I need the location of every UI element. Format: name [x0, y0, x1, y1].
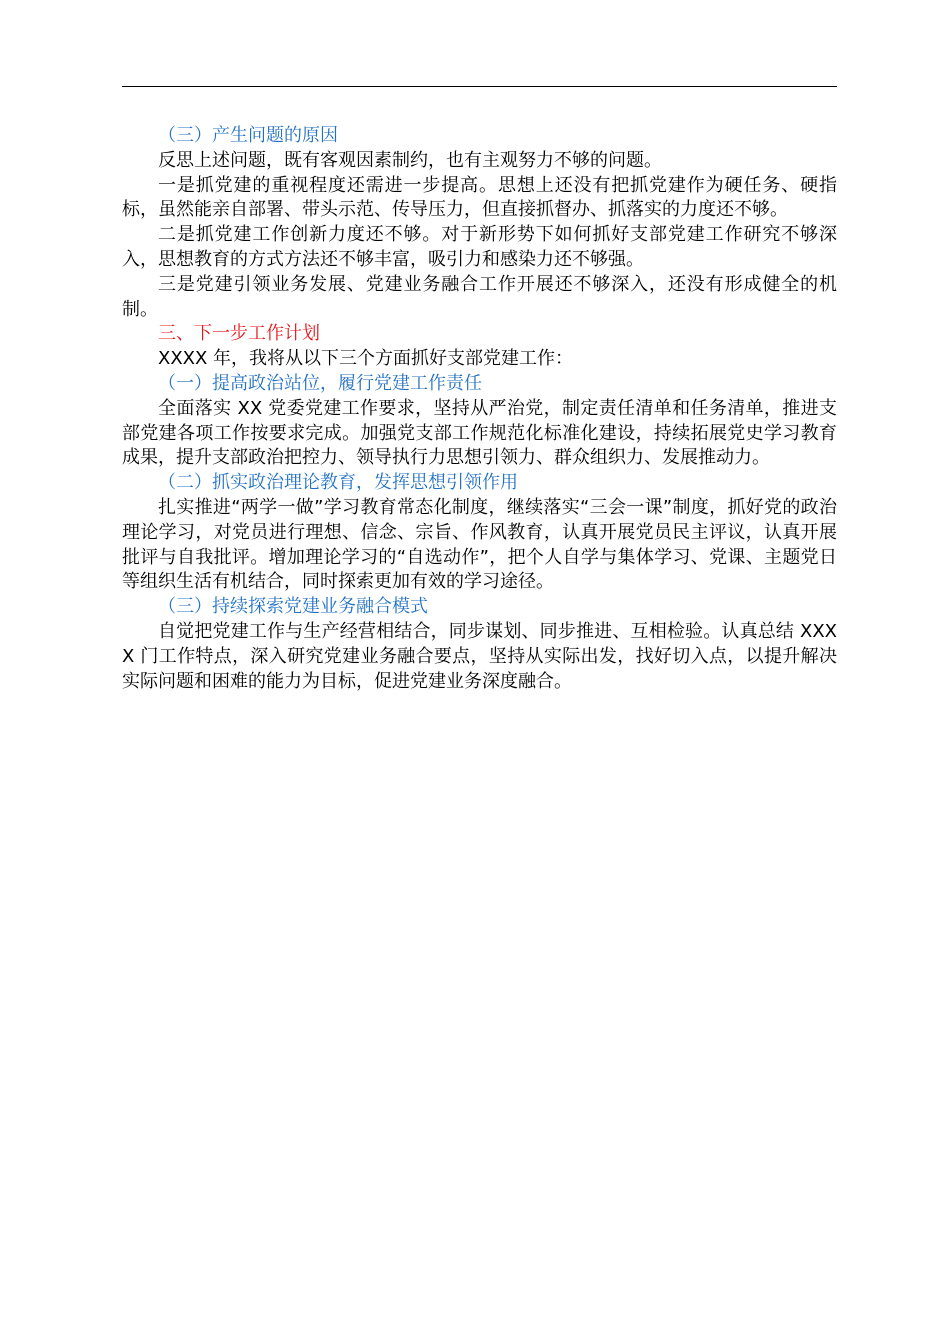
paragraph-cause-three: 三是党建引领业务发展、党建业务融合工作开展还不够深入，还没有形成健全的机制。	[122, 273, 837, 320]
paragraph-integration-model: 自觉把党建工作与生产经营相结合，同步谋划、同步推进、互相检验。认真总结 XXXX 门工作特点，深入研究党建业务融合要点，坚持从实际出发，找好切入点，以提升解决实际问题和困难的能力为目标，促进党建业务深度融合。	[122, 620, 837, 692]
paragraph-cause-one: 一是抓党建的重视程度还需进一步提高。思想上还没有把抓党建作为硬任务、硬指标，虽然能亲自部署、带头示范、传导压力，但直接抓督办、抓落实的力度还不够。	[122, 174, 837, 221]
subheading-integration-model: （三）持续探索党建业务融合模式	[158, 596, 428, 618]
header-rule	[122, 86, 837, 87]
paragraph-theory-education: 扎实推进“两学一做”学习教育常态化制度，继续落实“三会一课”制度，抓好党的政治理论学习，对党员进行理想、信念、宗旨、作风教育，认真开展党员民主评议，认真开展批评与自我批评。增加理论学习的“自选动作”，把个人自学与集体学习、党课、主题党日等组织生活有机结合，同时探索更加有效的学习途径。	[122, 496, 837, 593]
section-heading-next-plan: 三、下一步工作计划	[158, 323, 320, 345]
document-body	[122, 124, 837, 694]
paragraph-cause-two: 二是抓党建工作创新力度还不够。对于新形势下如何抓好支部党建工作研究不够深入，思想教育的方式方法还不够丰富，吸引力和感染力还不够强。	[122, 224, 837, 270]
paragraph-political-stance: 全面落实 XX 党委党建工作要求，坚持从严治党，制定责任清单和任务清单，推进支部党建各项工作按要求完成。加强党支部工作规范化标准化建设，持续拓展党史学习教育成果，提升支部政治把控力、领导执行力思想引领力、群众组织力、发展推动力。	[122, 397, 837, 469]
paragraph-plan-intro: XXXX 年，我将从以下三个方面抓好支部党建工作：	[158, 348, 574, 370]
section-heading-causes: （三）产生问题的原因	[158, 125, 338, 146]
paragraph-reflection: 反思上述问题，既有客观因素制约，也有主观努力不够的问题。	[158, 149, 662, 171]
subheading-political-stance: （一）提高政治站位，履行党建工作责任	[158, 372, 482, 394]
subheading-theory-education: （二）抓实政治理论教育，发挥思想引领作用	[158, 472, 518, 494]
